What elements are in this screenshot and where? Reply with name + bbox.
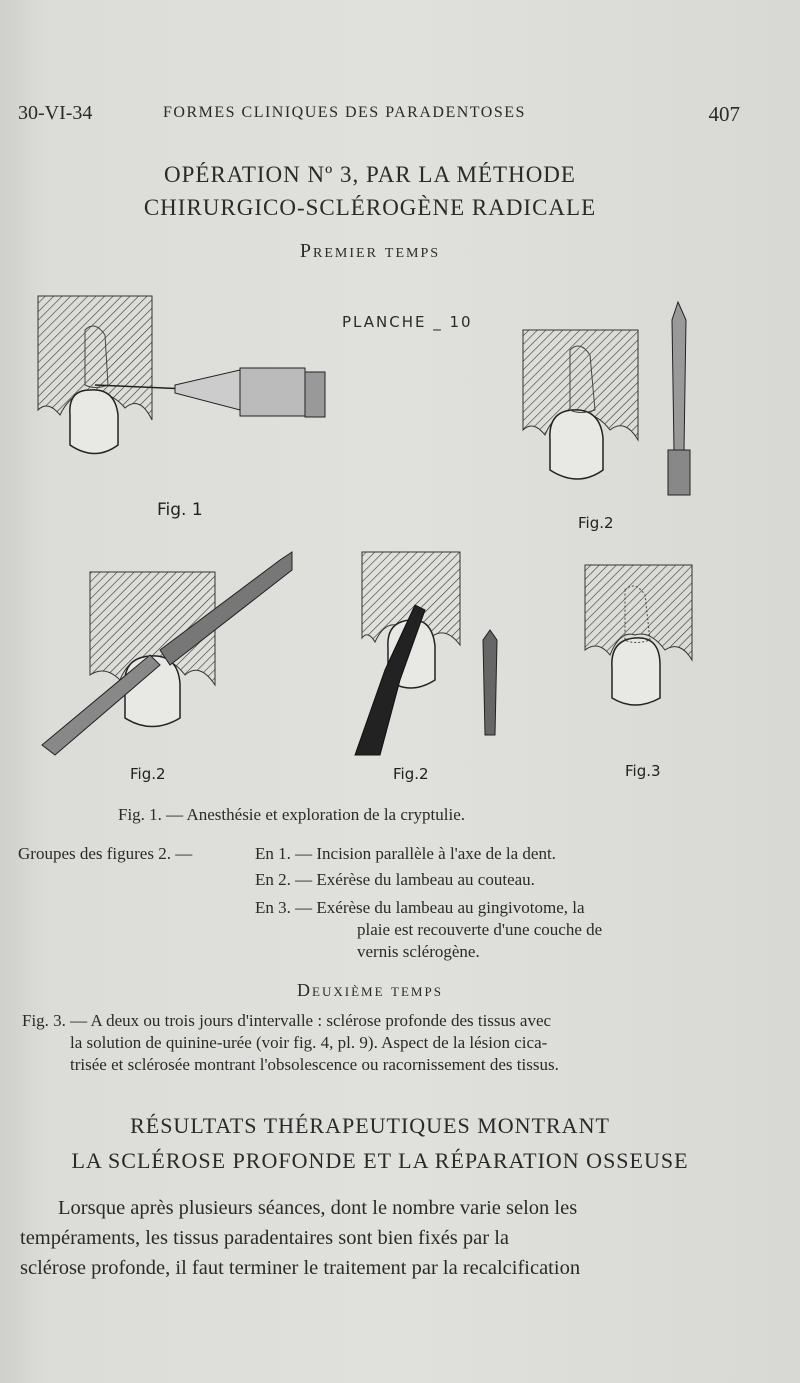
fig1-drawing: [38, 296, 325, 454]
deuxieme-temps-heading: Deuxième temps: [297, 980, 443, 1000]
page-number: 407: [708, 102, 740, 126]
caption-en2: En 2. — Exérèse du lambeau au couteau.: [255, 870, 535, 889]
fig3-label: Fig.3: [625, 762, 661, 780]
operation-title-line2: CHIRURGICO-SCLÉROGÈNE RADICALE: [143, 195, 597, 220]
fig3-caption-line3: trisée et sclérosée montrant l'obsolescence ou racornissement des tissus.: [70, 1055, 559, 1074]
fig2-top-drawing: [523, 302, 690, 495]
operation-title-line1: OPÉRATION Nº 3, PAR LA MÉTHODE: [164, 162, 576, 187]
premier-temps-heading: Premier temps: [299, 240, 441, 262]
fig1-caption: Fig. 1. — Anesthésie et exploration de la cryptulie.: [118, 805, 466, 824]
fig3-caption-line1: Fig. 3. — A deux ou trois jours d'intervalle : sclérose profonde des tissus avec: [22, 1011, 552, 1030]
caption-en3-line3: vernis sclérogène.: [357, 942, 480, 961]
groupes-prefix: Groupes des figures 2. —: [18, 844, 193, 863]
body-line2: tempéraments, les tissus paradentaires sont bien fixés par la: [20, 1227, 510, 1249]
fig2-top-label: Fig.2: [578, 514, 614, 532]
fig2-b-label: Fig.2: [393, 765, 429, 783]
running-header: [18, 102, 740, 130]
plate-label: PLANCHE _ 10: [342, 313, 473, 331]
body-line3: sclérose profonde, il faut terminer le traitement par la recalcification: [20, 1257, 581, 1279]
caption-en1: En 1. — Incision parallèle à l'axe de la dent.: [255, 844, 556, 863]
dental-illustration-plate: [0, 290, 800, 770]
fig3-drawing: [585, 565, 692, 705]
header-date: 30-VI-34: [18, 102, 93, 124]
body-line1: Lorsque après plusieurs séances, dont le nombre varie selon les: [58, 1197, 578, 1219]
results-title-line2: LA SCLÉROSE PROFONDE ET LA RÉPARATION OSSEUSE: [71, 1148, 689, 1173]
caption-en3-line2: plaie est recouverte d'une couche de: [357, 920, 603, 939]
results-title-line1: RÉSULTATS THÉRAPEUTIQUES MONTRANT: [130, 1113, 610, 1138]
caption-en3-line1: En 3. — Exérèse du lambeau au gingivotome, la: [255, 898, 585, 917]
fig2-b-drawing: [355, 552, 497, 755]
fig3-caption-line2: la solution de quinine-urée (voir fig. 4, pl. 9). Aspect de la lésion cica-: [70, 1033, 548, 1052]
fig2-a-label: Fig.2: [130, 765, 166, 783]
fig2-a-drawing: [42, 552, 292, 755]
header-title: FORMES CLINIQUES DES PARADENTOSES: [163, 104, 526, 121]
fig1-label: Fig. 1: [157, 500, 203, 520]
